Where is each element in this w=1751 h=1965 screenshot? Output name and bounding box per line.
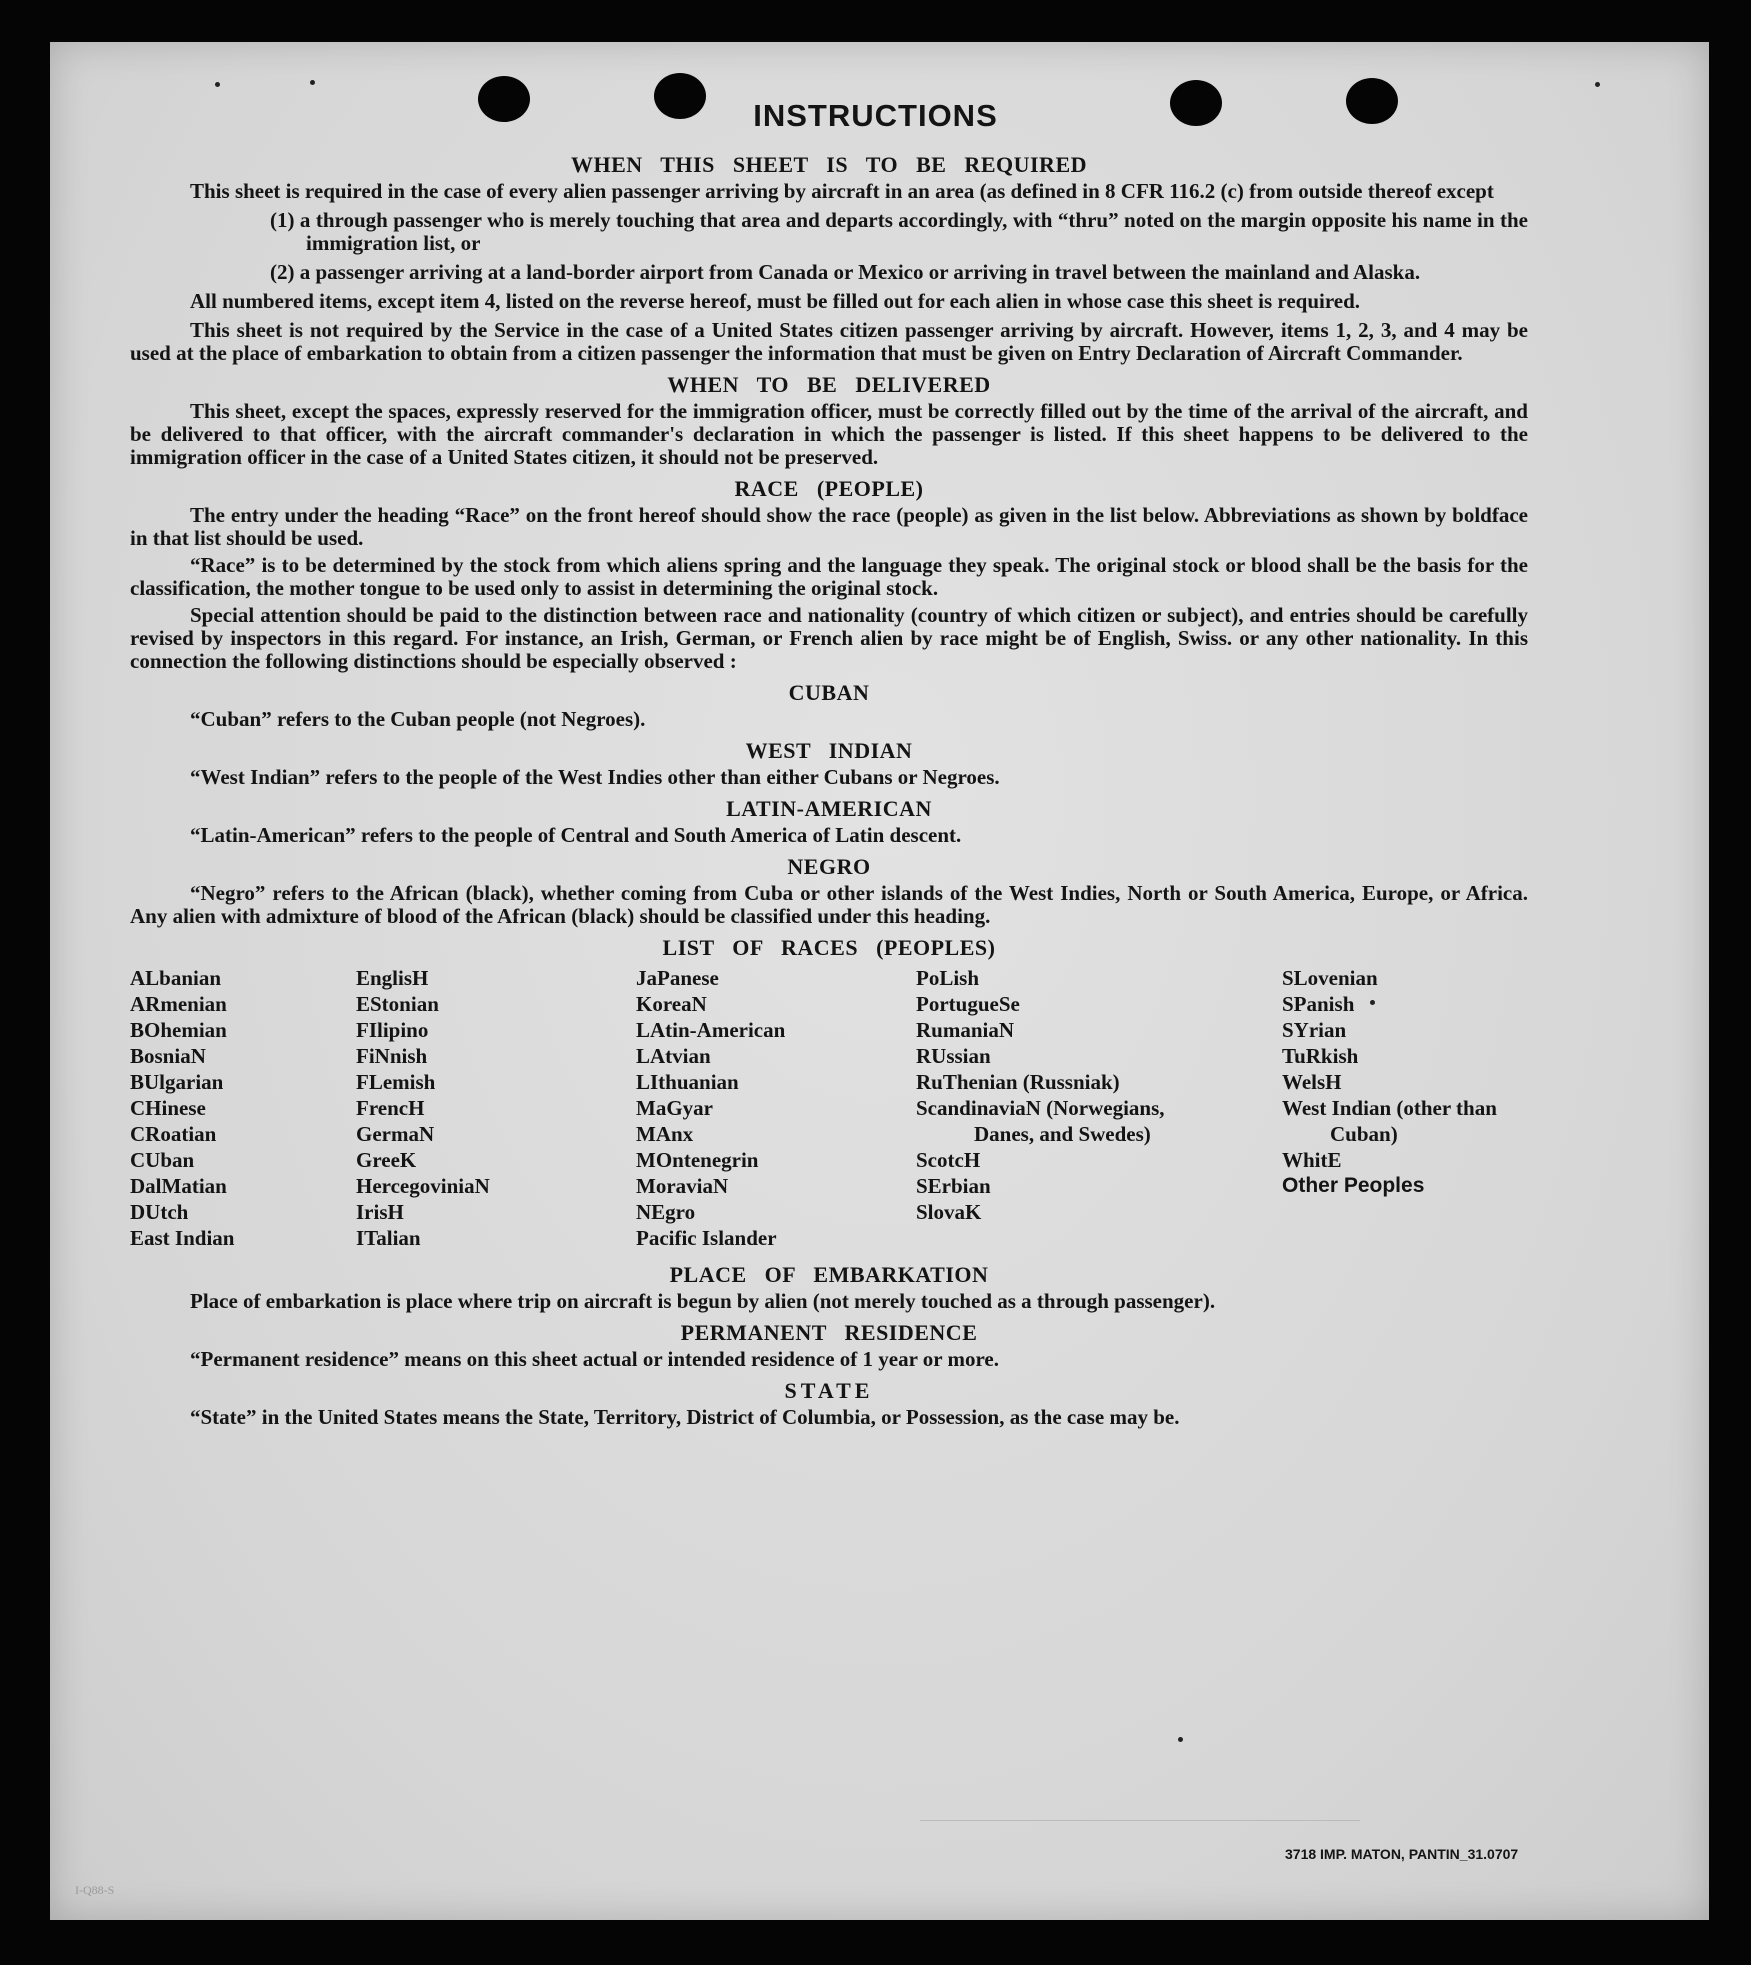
paragraph: “Permanent residence” means on this sheet actual or intended residence of 1 year or more. bbox=[190, 1347, 999, 1371]
paragraph: “State” in the United States means the State, Territory, District of Columbia, or Possession, as the case may be. bbox=[190, 1405, 1180, 1429]
heading-negro: NEGRO bbox=[787, 854, 871, 879]
race-entry: EStonian bbox=[356, 992, 439, 1016]
race-entry: LAtin-American bbox=[636, 1018, 786, 1042]
race-entry: MoraviaN bbox=[636, 1174, 729, 1198]
exception-item: (1) a through passenger who is merely touching that area and departs accordingly, with “thru” noted on the margin opposite his name in the immigration list, or bbox=[270, 208, 1528, 255]
paragraph: “West Indian” refers to the people of the West Indies other than either Cubans or Negroes. bbox=[190, 765, 1000, 789]
race-entry: WhitE bbox=[1282, 1148, 1342, 1172]
races-column-2 bbox=[356, 965, 490, 1251]
speck bbox=[310, 80, 315, 85]
race-entry: FLemish bbox=[356, 1070, 436, 1094]
paragraph: All numbered items, except item 4, listed on the reverse hereof, must be filled out for each alien in whose case this sheet is required. bbox=[190, 289, 1361, 313]
race-entry: LAtvian bbox=[636, 1044, 711, 1068]
race-entry: MaGyar bbox=[636, 1096, 713, 1120]
paragraph: “Race” is to be determined by the stock from which aliens spring and the language they speak. The original stock or blood shall be the basis for the classification, the mother tongue to be used only to assist in determining the original stock. bbox=[130, 553, 1528, 600]
race-entry: CHinese bbox=[130, 1096, 206, 1120]
race-entry: GermaN bbox=[356, 1122, 435, 1146]
heading-west-indian: WEST INDIAN bbox=[745, 738, 913, 763]
race-entry: PortugueSe bbox=[916, 992, 1020, 1016]
race-entry: SLovenian bbox=[1282, 966, 1378, 990]
heading-race: RACE (PEOPLE) bbox=[734, 476, 924, 501]
race-entry: RumaniaN bbox=[916, 1018, 1015, 1042]
race-entry: WelsH bbox=[1282, 1070, 1342, 1094]
races-column-4 bbox=[916, 965, 1216, 1225]
race-entry: RuThenian (Russniak) bbox=[916, 1070, 1120, 1094]
races-column-5 bbox=[1282, 965, 1532, 1199]
race-entry: FiNnish bbox=[356, 1044, 428, 1068]
paragraph: This sheet, except the spaces, expressly reserved for the immigration officer, must be correctly filled out by the time of the arrival of the aircraft, and be delivered to that officer, with the aircraft commander's declaration in which the passenger is listed. If this sheet happens to be delivered to the immigration officer in the case of a United States citizen, it should not be preserved. bbox=[130, 399, 1528, 469]
race-entry: MAnx bbox=[636, 1122, 694, 1146]
race-entry: RUssian bbox=[916, 1044, 991, 1068]
race-entry: Other Peoples bbox=[1282, 1174, 1425, 1197]
race-entry: DUtch bbox=[130, 1200, 189, 1224]
heading-required: WHEN THIS SHEET IS TO BE REQUIRED bbox=[570, 152, 1088, 177]
race-entry: Pacific Islander bbox=[636, 1226, 777, 1250]
race-entry: SErbian bbox=[916, 1174, 991, 1198]
heading-latin-american: LATIN-AMERICAN bbox=[726, 796, 932, 821]
race-entry: MOntenegrin bbox=[636, 1148, 759, 1172]
paragraph: “Negro” refers to the African (black), whether coming from Cuba or other islands of the West Indies, North or South America, Europe, or Africa. Any alien with admixture of blood of the African (black) should be classified under this heading. bbox=[130, 881, 1528, 928]
race-entry: ScandinaviaN (Norwegians, Danes, and Swedes) bbox=[916, 1096, 1165, 1146]
paragraph: Special attention should be paid to the distinction between race and nationality (country of which citizen or subject), and entries should be carefully revised by inspectors in this regard. For instance, an Irish, German, or French alien by race might be of English, Swiss. or any other nationality. In this connection the following distinctions should be especially observed : bbox=[130, 603, 1528, 673]
race-entry: East Indian bbox=[130, 1226, 235, 1250]
paragraph: Place of embarkation is place where trip on aircraft is begun by alien (not merely touched as a through passenger). bbox=[190, 1289, 1216, 1313]
race-entry: SlovaK bbox=[916, 1200, 982, 1224]
margin-code: I-Q88-S bbox=[75, 1883, 115, 1897]
paragraph: This sheet is not required by the Service in the case of a United States citizen passenger arriving by aircraft. However, items 1, 2, 3, and 4 may be used at the place of embarkation to obtain from a citizen passenger the information that must be given on Entry Declaration of Aircraft Commander. bbox=[130, 318, 1528, 365]
heading-permanent-residence: PERMANENT RESIDENCE bbox=[680, 1320, 978, 1345]
race-entry: GreeK bbox=[356, 1148, 417, 1172]
race-entry: FIlipino bbox=[356, 1018, 429, 1042]
race-entry: ALbanian bbox=[130, 966, 222, 990]
race-entry: LIthuanian bbox=[636, 1070, 739, 1094]
races-list bbox=[130, 965, 1528, 1255]
race-entry: PoLish bbox=[916, 966, 980, 990]
paragraph: “Latin-American” refers to the people of Central and South America of Latin descent. bbox=[190, 823, 962, 847]
divider bbox=[920, 1820, 1360, 1821]
race-entry: CUban bbox=[130, 1148, 195, 1172]
race-entry: KoreaN bbox=[636, 992, 707, 1016]
race-entry: EnglisH bbox=[356, 966, 429, 990]
race-entry: HercegoviniaN bbox=[356, 1174, 490, 1198]
race-entry: IrisH bbox=[356, 1200, 404, 1224]
races-column-3 bbox=[636, 965, 785, 1251]
exception-item: (2) a passenger arriving at a land-border airport from Canada or Mexico or arriving in travel between the mainland and Alaska. bbox=[270, 260, 1421, 284]
race-entry: ScotcH bbox=[916, 1148, 981, 1172]
heading-cuban: CUBAN bbox=[788, 680, 870, 705]
race-entry: FrencH bbox=[356, 1096, 425, 1120]
heading-list-of-races: LIST OF RACES (PEOPLES) bbox=[662, 935, 996, 960]
race-entry: TuRkish bbox=[1282, 1044, 1359, 1068]
printer-imprint: 3718 IMP. MATON, PANTIN_31.0707 bbox=[1285, 1846, 1519, 1862]
race-entry: NEgro bbox=[636, 1200, 696, 1224]
heading-embarkation: PLACE OF EMBARKATION bbox=[669, 1262, 989, 1287]
race-entry: ITalian bbox=[356, 1226, 421, 1250]
race-entry: BUlgarian bbox=[130, 1070, 224, 1094]
speck bbox=[1595, 82, 1600, 87]
race-entry: BOhemian bbox=[130, 1018, 227, 1042]
page-title: INSTRUCTIONS bbox=[753, 98, 998, 133]
heading-delivered: WHEN TO BE DELIVERED bbox=[667, 372, 991, 397]
race-entry: DalMatian bbox=[130, 1174, 227, 1198]
instructions-body bbox=[130, 150, 1528, 1429]
paragraph: The entry under the heading “Race” on the front hereof should show the race (people) as given in the list below. Abbreviations as shown by boldface in that list should be used. bbox=[130, 503, 1528, 550]
race-entry: SPanish bbox=[1282, 992, 1355, 1016]
race-entry: SYrian bbox=[1282, 1018, 1347, 1042]
speck bbox=[1178, 1737, 1183, 1742]
races-column-1 bbox=[130, 965, 234, 1251]
paragraph: “Cuban” refers to the Cuban people (not Negroes). bbox=[190, 707, 646, 731]
race-entry: ARmenian bbox=[130, 992, 227, 1016]
heading-state: STATE bbox=[784, 1378, 874, 1403]
paragraph: This sheet is required in the case of every alien passenger arriving by aircraft in an area (as defined in 8 CFR 116.2 (c) from outside thereof except bbox=[190, 179, 1494, 203]
race-entry: JaPanese bbox=[636, 966, 719, 990]
race-entry: BosniaN bbox=[130, 1044, 206, 1068]
race-entry: West Indian (other than Cuban) bbox=[1282, 1096, 1497, 1146]
race-entry: CRoatian bbox=[130, 1122, 217, 1146]
speck bbox=[215, 82, 220, 87]
